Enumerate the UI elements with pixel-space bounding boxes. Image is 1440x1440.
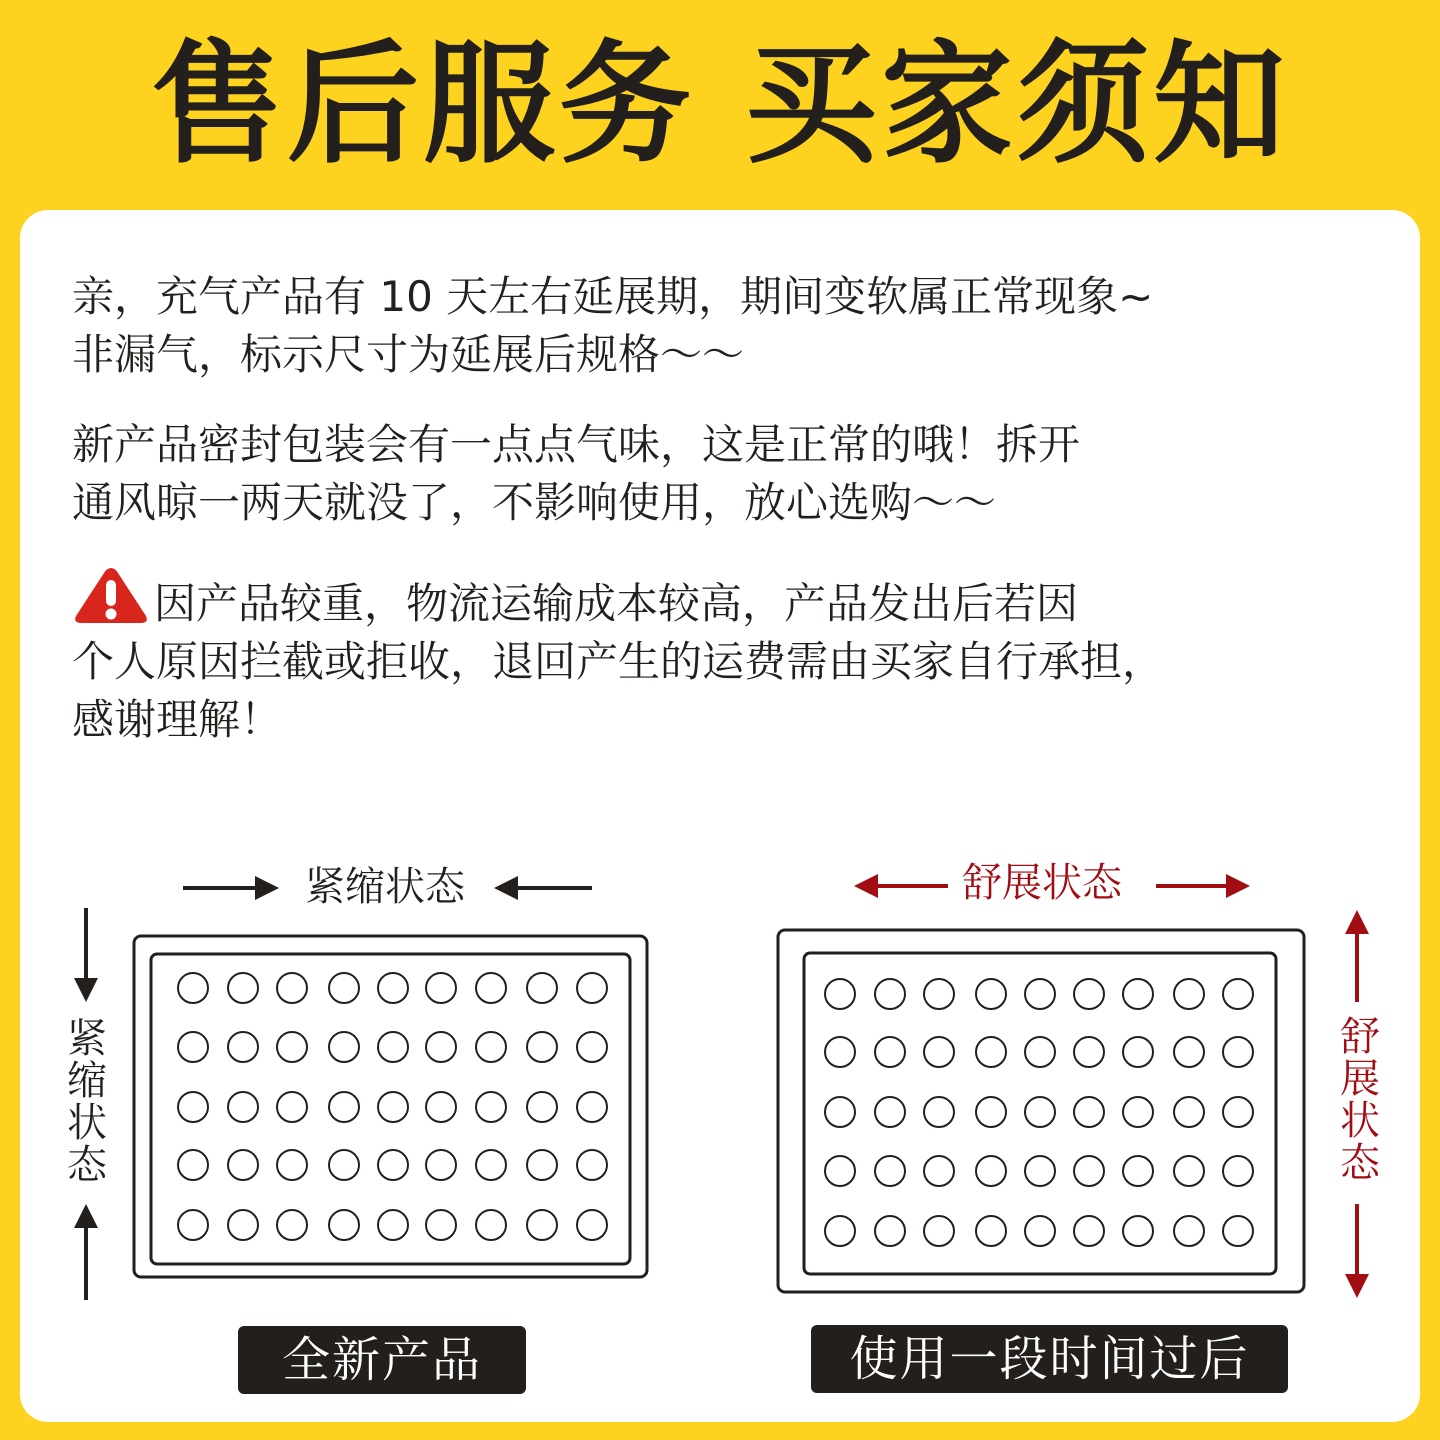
notice-line: 通风晾一两天就没了，不影响使用，放心选购～～ — [72, 478, 997, 527]
after-use-caption: 使用一段时间过后 — [811, 1325, 1288, 1393]
compressed-side-label: 紧缩状态 — [67, 1016, 107, 1188]
mattress-inner — [151, 954, 630, 1264]
relaxed-side-label: 舒展状态 — [1340, 1014, 1380, 1186]
compressed-top-label: 紧缩状态 — [305, 864, 465, 910]
notice-line: 感谢理解！ — [72, 695, 283, 744]
relaxed-top-label: 舒展状态 — [962, 860, 1122, 906]
relaxed-diagram — [778, 886, 1357, 1294]
compressed-diagram — [86, 888, 647, 1300]
new-product-caption: 全新产品 — [238, 1326, 526, 1394]
notice-line: 非漏气，标示尺寸为延展后规格～～ — [72, 330, 745, 379]
notice-line: 个人原因拦截或拒收，退回产生的运费需由买家自行承担， — [72, 637, 1165, 686]
notice-text: 因产品较重，物流运输成本较高，产品发出后若因 — [154, 579, 1079, 628]
notice-line: 亲，充气产品有 10 天左右延展期，期间变软属正常现象~ — [72, 272, 1154, 321]
page-title: 售后服务 买家须知 — [151, 28, 1289, 182]
notice-line: 新产品密封包装会有一点点气味，这是正常的哦！拆开 — [72, 420, 1081, 469]
